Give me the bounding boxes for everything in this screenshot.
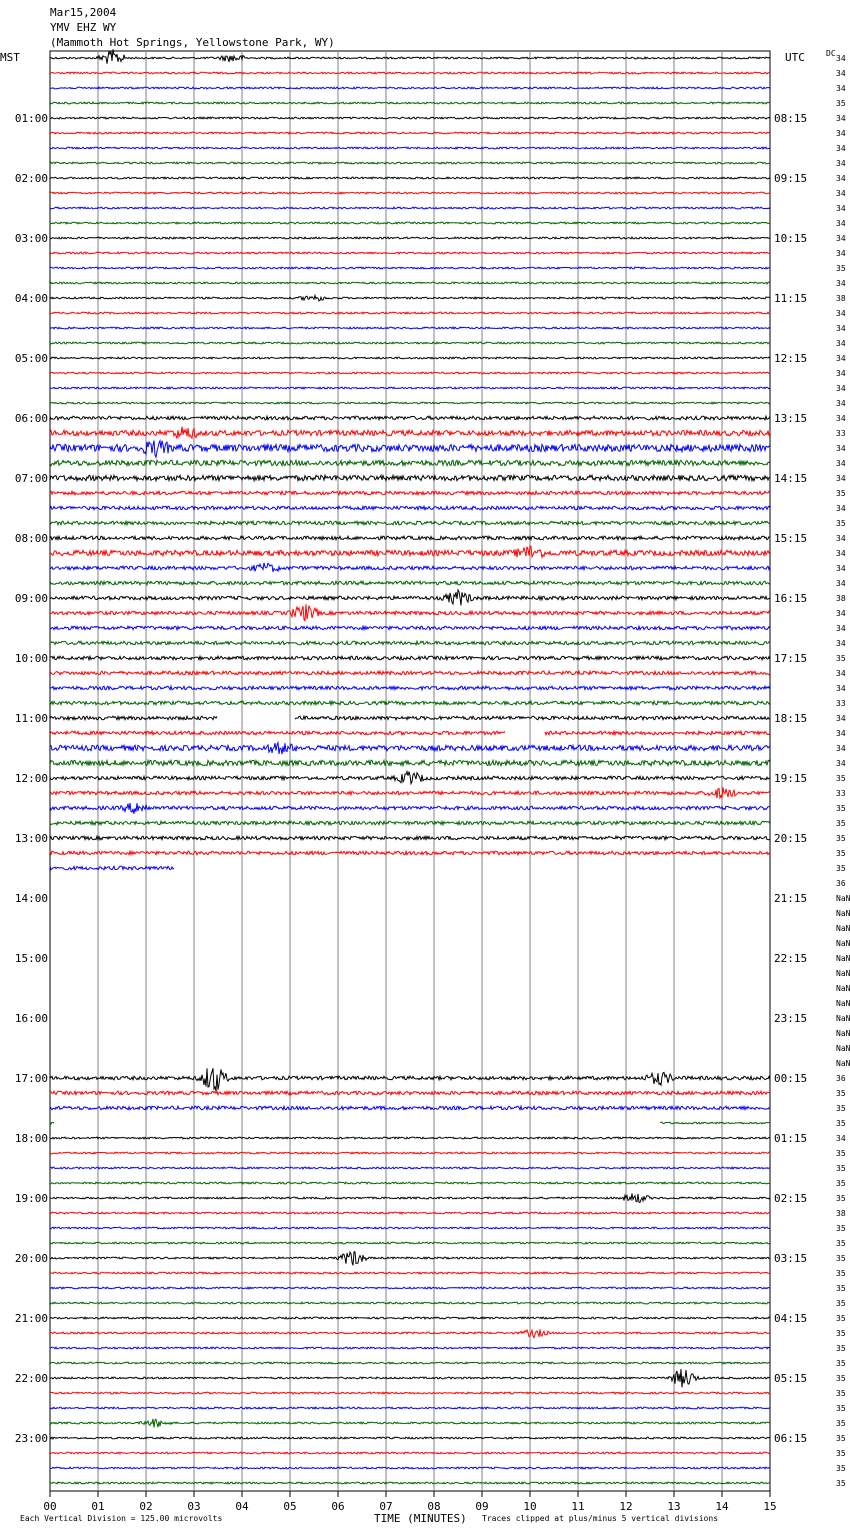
seismic-trace [50, 701, 770, 705]
dc-offset-label: 34 [836, 324, 846, 333]
seismic-trace [50, 327, 770, 329]
dc-offset-label: NaN [836, 1059, 850, 1068]
dc-offset-label: 34 [836, 474, 846, 483]
seismic-trace [50, 506, 770, 510]
dc-offset-label: 34 [836, 114, 846, 123]
x-tick-label: 01 [91, 1500, 105, 1513]
seismic-trace [50, 282, 770, 284]
dc-offset-label: 34 [836, 234, 846, 243]
right-hour-label: 02:15 [774, 1192, 808, 1205]
seismic-trace [50, 641, 770, 645]
dc-offset-label: 35 [836, 264, 846, 273]
dc-header-label: DC [826, 49, 836, 58]
dc-offset-label: NaN [836, 1029, 850, 1038]
dc-offset-label: 36 [836, 879, 846, 888]
dc-offset-label: 35 [836, 1434, 846, 1443]
x-tick-label: 07 [379, 1500, 393, 1513]
dc-offset-label: 35 [836, 99, 846, 108]
seismic-trace [50, 760, 770, 765]
dc-offset-label: NaN [836, 939, 850, 948]
seismic-trace [50, 1106, 770, 1110]
seismic-trace [50, 1467, 770, 1469]
dc-offset-label: 38 [836, 1209, 846, 1218]
dc-offset-label: 34 [836, 624, 846, 633]
dc-offset-label: 34 [836, 174, 846, 183]
seismic-trace [50, 387, 770, 389]
x-tick-label: 00 [43, 1500, 57, 1513]
scale-note: Each Vertical Division = 125.00 microvolts [20, 1514, 223, 1523]
dc-offset-label: 35 [836, 1374, 846, 1383]
left-hour-label: 08:00 [14, 532, 48, 545]
right-hour-label: 05:15 [774, 1372, 808, 1385]
dc-offset-label: 34 [836, 1134, 846, 1143]
seismic-trace [50, 252, 770, 254]
x-tick-label: 08 [427, 1500, 441, 1513]
left-hour-label: 23:00 [14, 1432, 48, 1445]
seismic-trace [50, 207, 770, 209]
seismic-trace [50, 441, 770, 458]
right-hour-label: 17:15 [774, 652, 808, 665]
left-hour-label: 09:00 [14, 592, 48, 605]
dc-offset-label: 34 [836, 729, 846, 738]
seismic-trace [50, 656, 770, 660]
right-hour-label: 14:15 [774, 472, 808, 485]
dc-offset-label: 35 [836, 819, 846, 828]
dc-offset-label: NaN [836, 999, 850, 1008]
seismic-trace [50, 581, 770, 585]
left-hour-label: 05:00 [14, 352, 48, 365]
dc-offset-label: 34 [836, 534, 846, 543]
seismic-trace [50, 312, 770, 314]
dc-offset-label: NaN [836, 1044, 850, 1053]
dc-offset-label: 35 [836, 1194, 846, 1203]
seismic-trace [50, 177, 770, 179]
dc-offset-label: NaN [836, 894, 850, 903]
dc-offset-label: NaN [836, 954, 850, 963]
seismic-trace [50, 1212, 770, 1214]
dc-offset-label: NaN [836, 924, 850, 933]
dc-offset-label: NaN [836, 969, 850, 978]
dc-offset-label: 34 [836, 204, 846, 213]
dc-offset-label: 34 [836, 609, 846, 618]
seismic-trace [50, 427, 770, 439]
seismic-trace [50, 102, 770, 104]
right-hour-label: 13:15 [774, 412, 808, 425]
seismic-trace [50, 1369, 770, 1387]
dc-offset-label: 35 [836, 804, 846, 813]
dc-offset-label: 35 [836, 1119, 846, 1128]
dc-offset-label: NaN [836, 984, 850, 993]
dc-offset-label: 35 [836, 1314, 846, 1323]
left-hour-label: 03:00 [14, 232, 48, 245]
x-axis-label: TIME (MINUTES) [374, 1512, 467, 1525]
dc-offset-label: 34 [836, 504, 846, 513]
dc-offset-label: 33 [836, 789, 846, 798]
dc-offset-label: 38 [836, 594, 846, 603]
seismic-trace [50, 1419, 770, 1428]
dc-offset-label: 35 [836, 1254, 846, 1263]
right-hour-label: 08:15 [774, 112, 808, 125]
right-hour-label: 09:15 [774, 172, 808, 185]
dc-offset-label: 34 [836, 549, 846, 558]
dc-offset-label: 34 [836, 444, 846, 453]
chart-location: (Mammoth Hot Springs, Yellowstone Park, WY) [50, 36, 335, 49]
seismic-trace [50, 72, 770, 74]
x-tick-label: 15 [763, 1500, 777, 1513]
seismic-trace [50, 716, 770, 720]
seismic-trace [50, 372, 770, 374]
dc-offset-label: 33 [836, 699, 846, 708]
trace-layer [50, 49, 770, 1484]
seismic-trace [50, 147, 770, 149]
seismic-trace [50, 1482, 770, 1484]
seismic-trace [50, 731, 770, 735]
seismic-trace [50, 1329, 770, 1337]
x-tick-label: 02 [139, 1500, 153, 1513]
right-hour-label: 10:15 [774, 232, 808, 245]
seismic-trace [50, 787, 770, 798]
dc-offset-label: 35 [836, 1419, 846, 1428]
chart-date: Mar15,2004 [50, 6, 117, 19]
dc-offset-label: 35 [836, 834, 846, 843]
x-tick-label: 09 [475, 1500, 489, 1513]
dc-offset-label: 38 [836, 294, 846, 303]
dc-offset-label: 34 [836, 189, 846, 198]
left-hour-label: 01:00 [14, 112, 48, 125]
dc-offset-label: 35 [836, 849, 846, 858]
dc-offset-label: 34 [836, 369, 846, 378]
chart-station: YMV EHZ WY [50, 21, 117, 34]
right-hour-label: 22:15 [774, 952, 808, 965]
seismic-trace [50, 342, 770, 344]
seismic-trace [50, 1437, 770, 1439]
dc-offset-label: 34 [836, 684, 846, 693]
dc-offset-label: 35 [836, 1299, 846, 1308]
right-hour-label: 01:15 [774, 1132, 808, 1145]
seismic-trace [50, 851, 770, 855]
dc-offset-label: 34 [836, 54, 846, 63]
x-tick-label: 10 [523, 1500, 537, 1513]
seismic-trace [50, 1252, 770, 1265]
seismic-trace [50, 357, 770, 359]
dc-offset-label: 34 [836, 564, 846, 573]
dc-offset-label: 35 [836, 1269, 846, 1278]
seismic-trace [50, 803, 770, 814]
seismic-trace [50, 1091, 770, 1095]
seismic-trace [50, 1452, 770, 1454]
dc-offset-label: 35 [836, 774, 846, 783]
seismic-trace [50, 626, 770, 630]
right-hour-label: 11:15 [774, 292, 808, 305]
x-tick-label: 12 [619, 1500, 633, 1513]
left-hour-label: 11:00 [14, 712, 48, 725]
left-hour-label: 22:00 [14, 1372, 48, 1385]
dc-offset-label: 34 [836, 414, 846, 423]
dc-offset-label: 35 [836, 654, 846, 663]
left-hour-label: 04:00 [14, 292, 48, 305]
dc-offset-label: 35 [836, 1479, 846, 1488]
right-hour-label: 20:15 [774, 832, 808, 845]
dc-offset-label: 34 [836, 309, 846, 318]
left-hour-label: 19:00 [14, 1192, 48, 1205]
seismic-trace [50, 1068, 770, 1091]
dc-offset-label: 34 [836, 219, 846, 228]
left-hour-label: 21:00 [14, 1312, 48, 1325]
x-tick-label: 04 [235, 1500, 249, 1513]
right-hour-label: 21:15 [774, 892, 808, 905]
x-tick-label: 11 [571, 1500, 585, 1513]
dc-offset-label: 34 [836, 144, 846, 153]
dc-offset-label: 34 [836, 339, 846, 348]
seismic-trace [50, 1287, 770, 1289]
dc-offset-label: 34 [836, 84, 846, 93]
seismic-trace [50, 460, 770, 465]
left-hour-label: 18:00 [14, 1132, 48, 1145]
left-hour-label: 02:00 [14, 172, 48, 185]
seismic-trace [50, 1152, 770, 1154]
seismic-trace [50, 1182, 770, 1184]
dc-offset-label: NaN [836, 909, 850, 918]
seismic-trace [50, 1362, 770, 1364]
dc-offset-label: 35 [836, 1359, 846, 1368]
dc-offset-label: 35 [836, 1224, 846, 1233]
dc-offset-label: 34 [836, 384, 846, 393]
left-hour-label: 07:00 [14, 472, 48, 485]
x-tick-label: 06 [331, 1500, 345, 1513]
seismic-trace [50, 295, 770, 301]
right-hour-label: 18:15 [774, 712, 808, 725]
seismic-trace [50, 1137, 770, 1139]
plot-frame [50, 51, 770, 1491]
seismic-trace [50, 521, 770, 525]
seismic-trace [50, 1302, 770, 1304]
seismic-trace [50, 1194, 770, 1203]
dc-offset-label: 35 [836, 1239, 846, 1248]
dc-offset-label: 35 [836, 1344, 846, 1353]
seismic-trace [50, 267, 770, 269]
dc-offset-label: 35 [836, 1449, 846, 1458]
dc-offset-label: 35 [836, 1464, 846, 1473]
seismic-trace [50, 162, 770, 164]
seismic-trace [50, 402, 770, 404]
seismic-trace [50, 772, 770, 784]
seismic-trace [50, 686, 770, 690]
seismic-trace [50, 590, 770, 605]
seismic-trace [50, 1317, 770, 1319]
label-layer [15, 54, 850, 1513]
seismic-trace [50, 222, 770, 224]
left-hour-label: 17:00 [14, 1072, 48, 1085]
dc-offset-label: 34 [836, 69, 846, 78]
left-hour-label: 15:00 [14, 952, 48, 965]
seismic-trace [50, 1167, 770, 1169]
seismic-trace [50, 1347, 770, 1349]
seismic-trace [50, 475, 770, 480]
left-hour-label: 14:00 [14, 892, 48, 905]
dc-offset-label: 34 [836, 279, 846, 288]
x-tick-label: 14 [715, 1500, 729, 1513]
dc-offset-label: 35 [836, 864, 846, 873]
seismic-trace [50, 1122, 770, 1124]
seismic-trace [50, 821, 770, 825]
seismic-trace [50, 743, 770, 755]
left-hour-label: 13:00 [14, 832, 48, 845]
x-tick-label: 05 [283, 1500, 297, 1513]
seismic-trace [50, 563, 770, 572]
dc-offset-label: 34 [836, 459, 846, 468]
left-hour-label: 06:00 [14, 412, 48, 425]
right-hour-label: 04:15 [774, 1312, 808, 1325]
seismic-trace [50, 536, 770, 540]
right-hour-label: 03:15 [774, 1252, 808, 1265]
dc-offset-label: 33 [836, 429, 846, 438]
seismic-trace [50, 132, 770, 134]
dc-offset-label: 34 [836, 249, 846, 258]
seismic-trace [50, 1242, 770, 1244]
seismic-trace [50, 866, 174, 870]
dc-offset-label: 35 [836, 1149, 846, 1158]
clip-note: Traces clipped at plus/minus 5 vertical divisions [482, 1514, 719, 1523]
dc-offset-label: 34 [836, 159, 846, 168]
dc-offset-label: 35 [836, 1404, 846, 1413]
seismic-trace [50, 192, 770, 194]
dc-offset-label: 34 [836, 354, 846, 363]
seismic-trace [50, 49, 770, 63]
seismic-trace [50, 87, 770, 89]
seismic-trace [50, 671, 770, 675]
dc-offset-label: 35 [836, 1389, 846, 1398]
dc-offset-label: 36 [836, 1074, 846, 1083]
seismic-trace [50, 117, 770, 119]
x-tick-label: 13 [667, 1500, 681, 1513]
seismic-trace [50, 491, 770, 495]
left-timezone-label: MST [0, 51, 20, 64]
seismic-trace [50, 237, 770, 239]
right-hour-label: 00:15 [774, 1072, 808, 1085]
seismic-trace [50, 1272, 770, 1274]
left-hour-label: 20:00 [14, 1252, 48, 1265]
seismic-trace [50, 546, 770, 558]
right-hour-label: 12:15 [774, 352, 808, 365]
right-hour-label: 15:15 [774, 532, 808, 545]
dc-offset-label: 35 [836, 1104, 846, 1113]
right-hour-label: 23:15 [774, 1012, 808, 1025]
dc-offset-label: 34 [836, 759, 846, 768]
dc-offset-label: 34 [836, 579, 846, 588]
dc-offset-label: 34 [836, 639, 846, 648]
seismic-trace [50, 1227, 770, 1229]
dc-offset-label: 35 [836, 1164, 846, 1173]
dc-offset-label: 34 [836, 714, 846, 723]
seismic-trace [50, 836, 770, 840]
dc-offset-label: 35 [836, 1089, 846, 1098]
seismic-trace [50, 1407, 770, 1409]
left-hour-label: 16:00 [14, 1012, 48, 1025]
right-hour-label: 19:15 [774, 772, 808, 785]
seismic-trace [50, 416, 770, 420]
seismic-trace [50, 604, 770, 620]
dc-offset-label: 34 [836, 399, 846, 408]
right-hour-label: 16:15 [774, 592, 808, 605]
dc-offset-label: 35 [836, 1329, 846, 1338]
dc-offset-label: 35 [836, 489, 846, 498]
right-hour-label: 06:15 [774, 1432, 808, 1445]
right-timezone-label: UTC [785, 51, 805, 64]
dc-offset-label: 35 [836, 1284, 846, 1293]
seismic-trace [50, 1392, 770, 1394]
dc-offset-label: 35 [836, 1179, 846, 1188]
x-tick-label: 03 [187, 1500, 201, 1513]
dc-offset-label: 34 [836, 129, 846, 138]
left-hour-label: 10:00 [14, 652, 48, 665]
dc-offset-label: 34 [836, 669, 846, 678]
dc-offset-label: 35 [836, 519, 846, 528]
dc-offset-label: NaN [836, 1014, 850, 1023]
dc-offset-label: 34 [836, 744, 846, 753]
left-hour-label: 12:00 [14, 772, 48, 785]
